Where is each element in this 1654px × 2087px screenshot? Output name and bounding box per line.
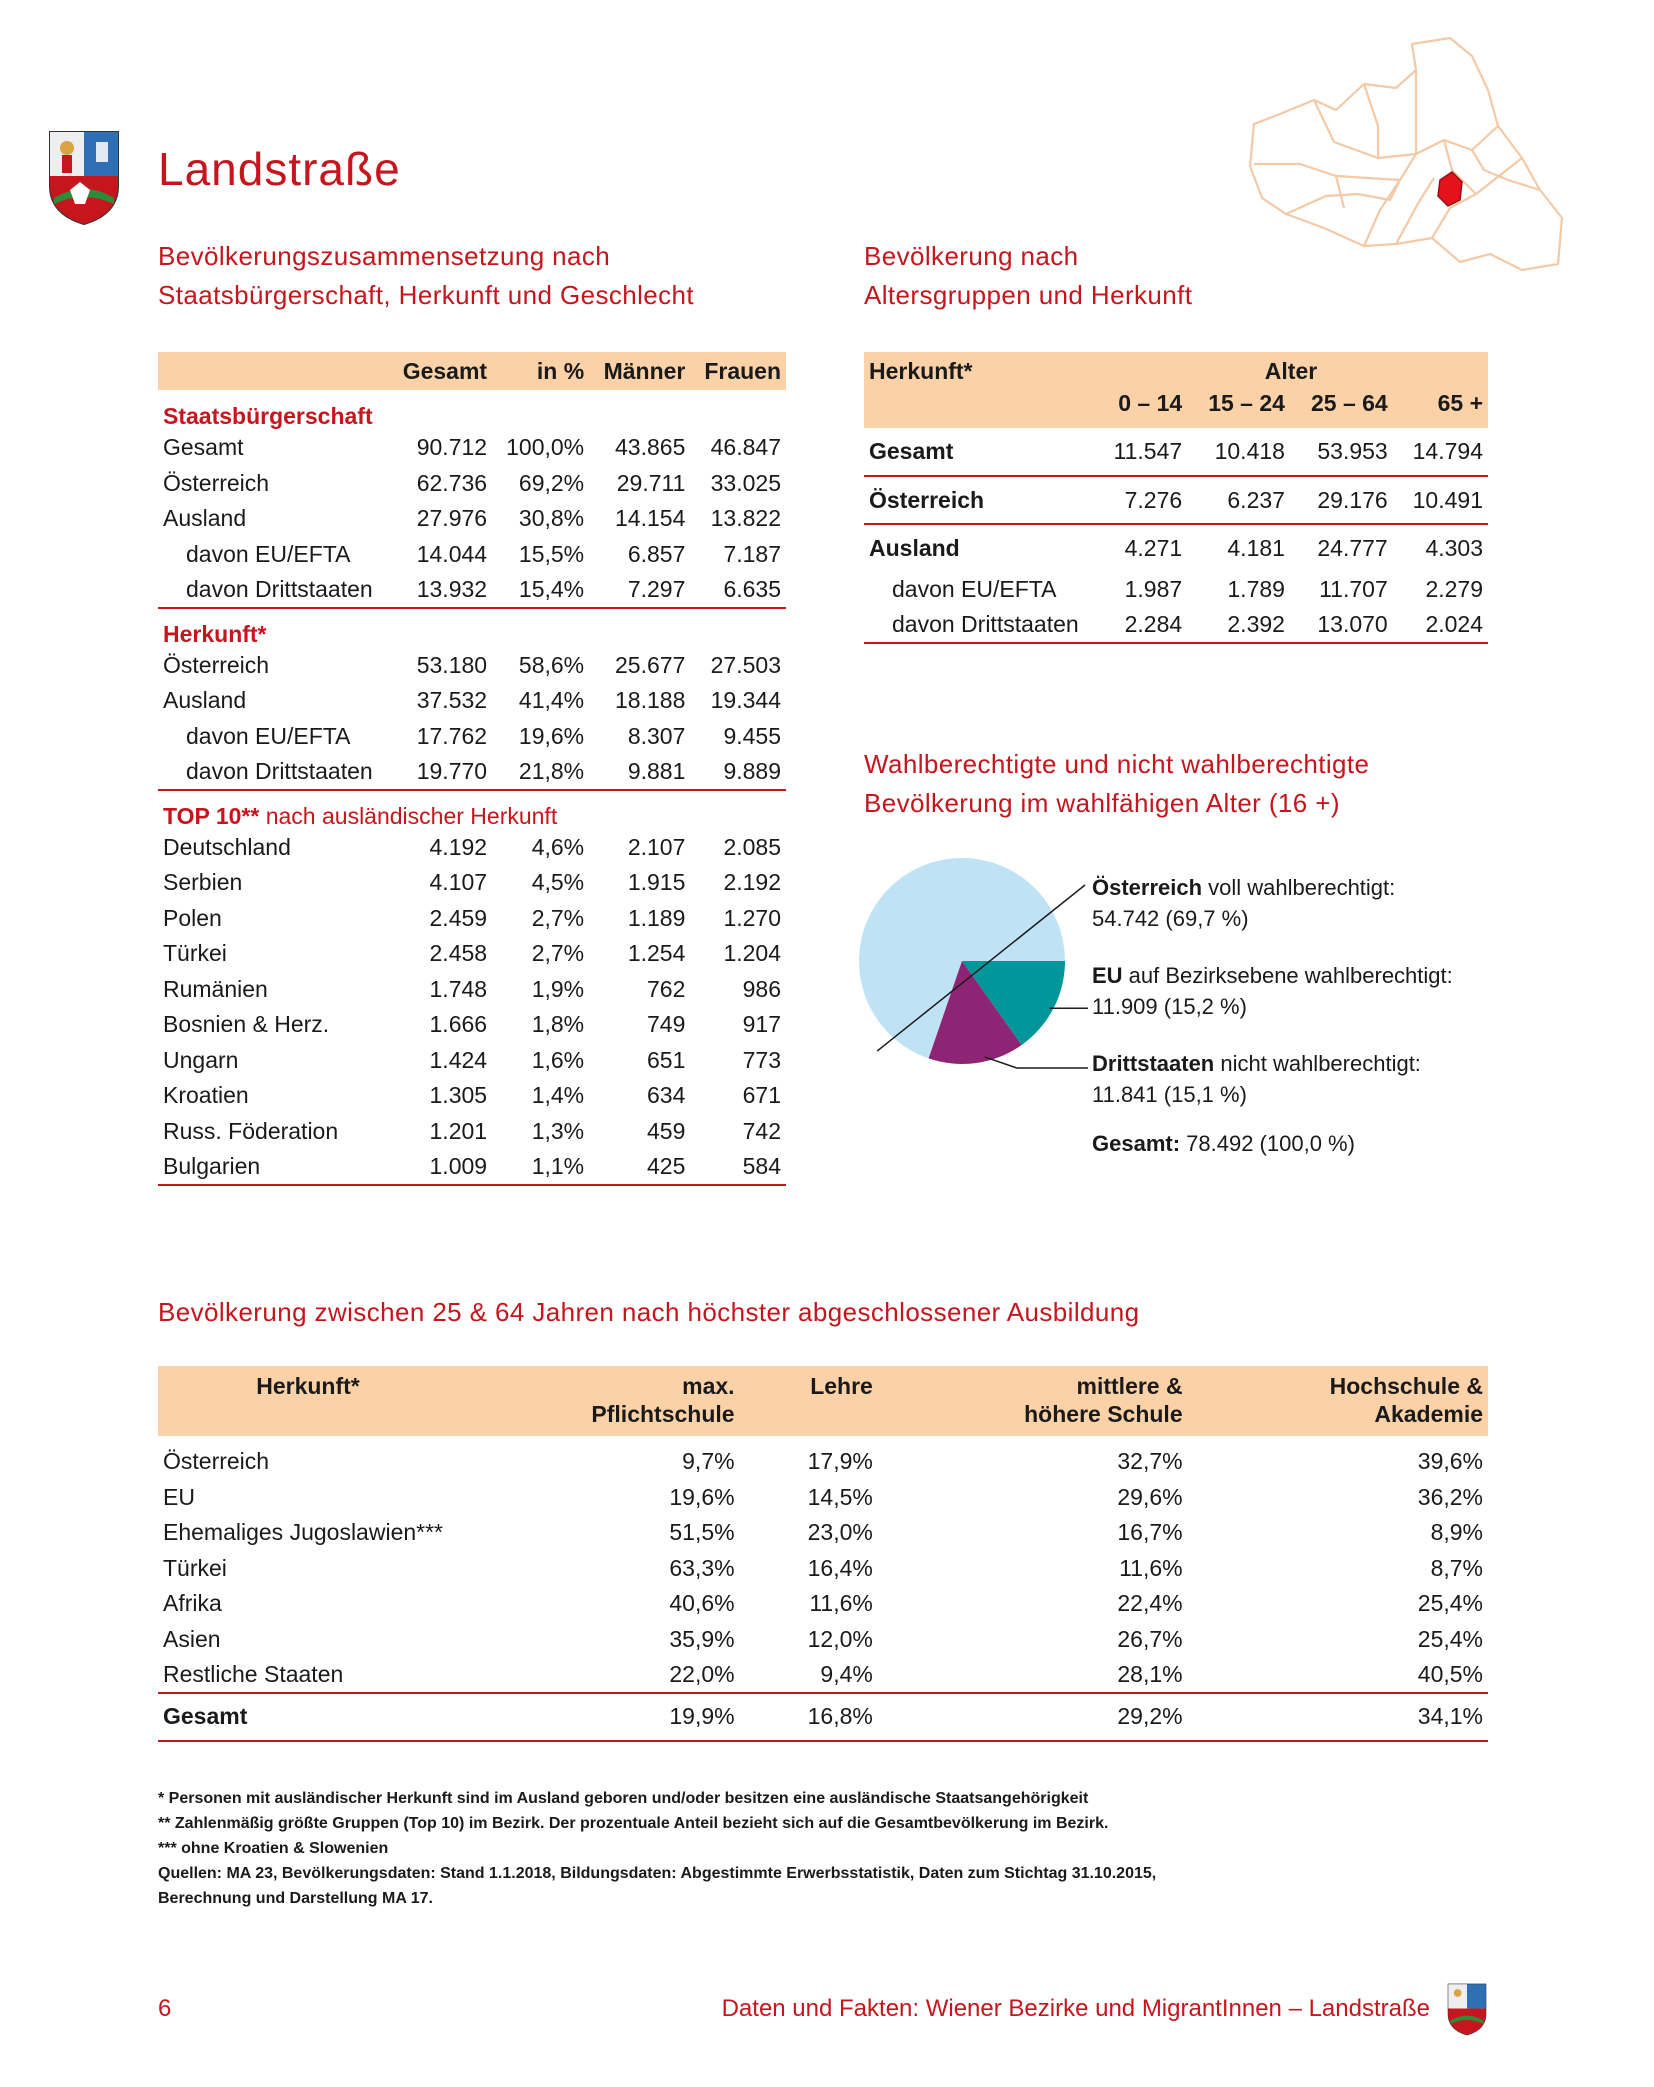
cell-value: 1.270: [723, 904, 781, 931]
cell-value: 25,4%: [1417, 1625, 1483, 1652]
cell-value: 90.712: [416, 434, 488, 461]
cell-value: 15,5%: [518, 540, 585, 567]
section-label: Staatsbürgerschaft: [163, 403, 373, 429]
header-line: mittlere &: [1076, 1373, 1183, 1399]
row-label: Asien: [163, 1625, 221, 1652]
coat-of-arms-icon: [46, 128, 122, 226]
education-table: [158, 1366, 1488, 1742]
row-label: davon EU/EFTA: [186, 722, 351, 749]
cell-value: 40,5%: [1188, 1657, 1488, 1693]
table-row: [158, 466, 786, 502]
cell-value: 53.953: [1290, 428, 1393, 476]
cell-value: 671: [742, 1082, 781, 1109]
age-group-header: 25 – 64: [1290, 390, 1393, 428]
cell-value: 29.711: [616, 469, 686, 496]
cell-value: 2.085: [723, 833, 781, 860]
table1-header-2: in %: [492, 352, 589, 390]
section-label: TOP 10**: [163, 802, 260, 829]
footnote: *** ohne Kroatien & Slowenien: [158, 1840, 389, 1857]
cell-value: 7.187: [723, 540, 781, 567]
cell-value: 1.987: [1124, 576, 1183, 603]
cell-value: 41,4%: [518, 687, 585, 714]
cell-value: 14.794: [1393, 428, 1488, 476]
cell-value: 21,8%: [492, 754, 589, 790]
cell-value: 1,3%: [531, 1117, 585, 1144]
table-row: [158, 901, 786, 937]
table-spacer: [158, 1436, 1488, 1444]
vienna-district-map: [1240, 30, 1570, 286]
cell-value: 11,6%: [809, 1590, 873, 1617]
cell-value: 425: [589, 1149, 690, 1185]
cell-value: 4.181: [1227, 535, 1285, 561]
cell-value: 6.635: [690, 572, 786, 608]
page-title: Landstraße: [158, 143, 401, 195]
footnote: * Personen mit ausländischer Herkunft sind im Ausland geboren und/oder besitzen eine ausländische Staatsangehörigkeit: [158, 1790, 1089, 1807]
education-header-4: [1188, 1366, 1488, 1436]
row-label: Ausland: [869, 535, 960, 561]
cell-value: 28,1%: [878, 1657, 1188, 1693]
cell-value: 30,8%: [518, 505, 585, 532]
cell-value: 1,4%: [531, 1082, 585, 1109]
table-row: [158, 501, 786, 537]
cell-value: 1.666: [429, 1011, 488, 1038]
legend-label: EU: [1092, 963, 1123, 988]
cell-value: 27.976: [416, 505, 488, 532]
row-label: Türkei: [163, 1554, 227, 1581]
cell-value: 22,4%: [1117, 1590, 1183, 1617]
cell-value: 1.748: [429, 975, 488, 1002]
cell-value: 29,6%: [1117, 1483, 1183, 1510]
cell-value: 1,8%: [531, 1011, 585, 1038]
origin-header: Herkunft*: [864, 352, 1094, 390]
cell-value: 16,7%: [1117, 1519, 1183, 1546]
row-label: Bosnien & Herz.: [163, 1011, 330, 1038]
cell-value: 8,9%: [1430, 1519, 1483, 1546]
cell-value: 6.857: [627, 540, 686, 567]
cell-value: 18.188: [615, 687, 686, 714]
table-row: [158, 430, 786, 466]
cell-value: 24.777: [1317, 535, 1388, 561]
row-label: Deutschland: [163, 833, 291, 860]
cell-value: 25.677: [615, 651, 686, 678]
header-line: Lehre: [810, 1373, 873, 1399]
header-line: Hochschule &: [1329, 1373, 1483, 1399]
cell-value: 749: [647, 1011, 686, 1038]
cell-value: 7.276: [1094, 476, 1187, 524]
cell-value: 1,6%: [531, 1046, 585, 1073]
header-line: Herkunft*: [256, 1373, 360, 1399]
table1-header-0: [158, 352, 388, 390]
cell-value: 4.107: [429, 869, 488, 896]
row-label: Gesamt: [864, 428, 1094, 476]
cell-value: 651: [647, 1046, 686, 1073]
cell-value: 1.789: [1227, 576, 1285, 603]
cell-value: 15,4%: [492, 572, 589, 608]
cell-value: 12,0%: [807, 1625, 873, 1652]
cell-value: 35,9%: [669, 1625, 735, 1652]
row-label: Kroatien: [163, 1082, 249, 1109]
cell-value: 634: [647, 1082, 686, 1109]
table1-header-4: Frauen: [690, 352, 786, 390]
cell-value: 1.204: [723, 940, 781, 967]
row-label: Österreich: [864, 476, 1094, 524]
table-row: [158, 1114, 786, 1150]
table1-title: Bevölkerungszusammensetzung nach Staatsbürgerschaft, Herkunft und Geschlecht: [158, 241, 695, 310]
cell-value: 19,6%: [518, 722, 585, 749]
cell-value: 7.297: [589, 572, 690, 608]
cell-value: 9.889: [690, 754, 786, 790]
cell-value: 14.154: [615, 505, 686, 532]
cell-value: 36,2%: [1417, 1483, 1483, 1510]
row-label: Afrika: [163, 1590, 222, 1617]
page-number: 6: [158, 1995, 172, 2022]
header-line: max.: [682, 1373, 735, 1399]
cell-value: 2,7%: [531, 904, 585, 931]
cell-value: 2.192: [723, 869, 781, 896]
cell-value: 8,7%: [1430, 1554, 1483, 1581]
cell-value: 14,5%: [807, 1483, 873, 1510]
cell-value: 33.025: [710, 469, 781, 496]
total-row: [158, 1693, 1488, 1741]
legend-text: voll wahlberechtigt:: [1202, 875, 1396, 900]
age-group-header: 15 – 24: [1187, 390, 1290, 428]
legend-value: 11.909 (15,2 %): [1092, 994, 1247, 1019]
row-label: Ehemaliges Jugoslawien***: [163, 1519, 443, 1546]
header-line: höhere Schule: [1024, 1401, 1183, 1427]
footnote: ** Zahlenmäßig größte Gruppen (Top 10) im Bezirk. Der prozentuale Anteil bezieht sich auf die Gesamtbevölkerung im Bezirk.: [158, 1815, 1109, 1832]
cell-value: 917: [742, 1011, 781, 1038]
table1-section-header: [158, 390, 786, 430]
cell-value: 13.822: [710, 505, 781, 532]
legend-label: Österreich: [1092, 875, 1203, 900]
cell-value: 1.424: [429, 1046, 488, 1073]
cell-value: 29,2%: [878, 1693, 1188, 1741]
row-label: EU: [163, 1483, 195, 1510]
footnotes: [158, 1786, 1488, 1911]
table-row: [158, 683, 786, 719]
cell-value: 6.237: [1187, 476, 1290, 524]
legend-item: [1092, 872, 1492, 934]
cell-value: 4,5%: [531, 869, 585, 896]
table1-section-header: [158, 790, 786, 830]
row-label: Bulgarien: [158, 1149, 388, 1185]
cell-value: 23,0%: [807, 1519, 873, 1546]
footnote: Berechnung und Darstellung MA 17.: [158, 1890, 433, 1907]
table-row: [158, 1444, 1488, 1480]
education-header-3: [878, 1366, 1188, 1436]
cell-value: 2.459: [429, 904, 488, 931]
table-row: [158, 719, 786, 755]
cell-value: 4.303: [1425, 535, 1483, 561]
table-row: [158, 1551, 1488, 1587]
legend-item: [1092, 960, 1492, 1022]
cell-value: 1.189: [627, 904, 686, 931]
table-row: [158, 537, 786, 573]
table1-section-header: [158, 608, 786, 648]
cell-value: 4,6%: [531, 833, 585, 860]
table-row: [158, 1515, 1488, 1551]
header-line: Akademie: [1374, 1401, 1483, 1427]
cell-value: 29.176: [1290, 476, 1393, 524]
row-label: Türkei: [163, 940, 227, 967]
row-label: Polen: [163, 904, 222, 931]
table1-header-1: Gesamt: [388, 352, 492, 390]
cell-value: 69,2%: [518, 469, 585, 496]
footnote: Quellen: MA 23, Bevölkerungsdaten: Stand 1.1.2018, Bildungsdaten: Abgestimmte Erwerbsstatistik, Daten zum Stichtag 31.10.2015,: [158, 1865, 1157, 1882]
cell-value: 11,6%: [1119, 1554, 1183, 1581]
cell-value: 32,7%: [1117, 1448, 1183, 1475]
cell-value: 40,6%: [669, 1590, 735, 1617]
cell-value: 762: [647, 975, 686, 1002]
table-row: [158, 1622, 1488, 1658]
table-row: [158, 1149, 786, 1185]
table-row: [864, 572, 1488, 608]
row-label: davon EU/EFTA: [892, 576, 1057, 603]
cell-value: 62.736: [416, 469, 488, 496]
header-line: Pflichtschule: [591, 1401, 735, 1427]
table-row: [864, 524, 1488, 572]
row-label: davon Drittstaaten: [158, 754, 388, 790]
cell-value: 2.392: [1187, 608, 1290, 644]
cell-value: 11.707: [1319, 576, 1388, 603]
row-label: Rumänien: [163, 975, 268, 1002]
cell-value: 1,9%: [531, 975, 585, 1002]
row-label: davon Drittstaaten: [864, 608, 1094, 644]
cell-value: 2.284: [1094, 608, 1187, 644]
table-row: [158, 1043, 786, 1079]
cell-value: 25,4%: [1417, 1590, 1483, 1617]
cell-value: 1.201: [429, 1117, 488, 1144]
cell-value: 9.455: [723, 722, 781, 749]
cell-value: 13.932: [388, 572, 492, 608]
cell-value: 8.307: [627, 722, 686, 749]
row-label: Restliche Staaten: [158, 1657, 458, 1693]
cell-value: 1.915: [627, 869, 686, 896]
cell-value: 19,9%: [458, 1693, 740, 1741]
cell-value: 16,4%: [807, 1554, 873, 1581]
cell-value: 459: [647, 1117, 686, 1144]
leader-line-third-countries: [985, 1057, 1088, 1068]
cell-value: 19.770: [388, 754, 492, 790]
cell-value: 4.271: [1124, 535, 1183, 561]
row-label: Österreich: [163, 651, 270, 678]
legend-value: 54.742 (69,7 %): [1092, 906, 1249, 931]
cell-value: 773: [742, 1046, 781, 1073]
cell-value: 2.024: [1393, 608, 1488, 644]
pie-legend: [1092, 872, 1492, 1159]
cell-value: 2.107: [627, 833, 686, 860]
cell-value: 1,1%: [492, 1149, 589, 1185]
table-row: [158, 830, 786, 866]
row-label: Österreich: [163, 1448, 270, 1475]
legend-item: [1092, 1048, 1492, 1110]
cell-value: 2.458: [429, 940, 488, 967]
table-row: [158, 1657, 1488, 1693]
table-row: [158, 1007, 786, 1043]
footer-coat-of-arms-icon: [1446, 1982, 1488, 2036]
cell-value: 986: [742, 975, 781, 1002]
table1-header-3: Männer: [589, 352, 690, 390]
cell-value: 10.491: [1393, 476, 1488, 524]
citizenship-table: [158, 352, 786, 1186]
row-label: Gesamt: [163, 434, 244, 461]
cell-value: 51,5%: [669, 1519, 735, 1546]
age-group-table: [864, 352, 1488, 644]
age-header-spacer: [864, 390, 1094, 428]
table-row: [158, 1480, 1488, 1516]
cell-value: 26,7%: [1117, 1625, 1183, 1652]
age-header: Alter: [1094, 352, 1488, 390]
cell-value: 27.503: [710, 651, 781, 678]
legend-label: Drittstaaten: [1092, 1051, 1215, 1076]
cell-value: 9.881: [589, 754, 690, 790]
table-row: [158, 936, 786, 972]
footer-text: Daten und Fakten: Wiener Bezirke und MigrantInnen – Landstraße: [721, 1995, 1430, 2022]
cell-value: 4.192: [429, 833, 488, 860]
pie-total: Gesamt: 78.492 (100,0 %): [1092, 1131, 1355, 1156]
age-group-header: 0 – 14: [1094, 390, 1187, 428]
table-row: [864, 608, 1488, 644]
cell-value: 742: [742, 1117, 781, 1144]
education-header-1: [458, 1366, 740, 1436]
table-row: [158, 572, 786, 608]
row-label: Österreich: [163, 469, 270, 496]
cell-value: 9,7%: [682, 1448, 735, 1475]
age-group-header: 65 +: [1393, 390, 1488, 428]
legend-text: auf Bezirksebene wahlberechtigt:: [1122, 963, 1453, 988]
row-label: Ausland: [163, 505, 247, 532]
pie-title: Wahlberechtigte und nicht wahlberechtigte Bevölkerung im wahlfähigen Alter (16 +): [864, 749, 1370, 818]
cell-value: 58,6%: [518, 651, 585, 678]
cell-value: 13.070: [1290, 608, 1393, 644]
cell-value: 17,9%: [807, 1448, 873, 1475]
cell-value: 10.418: [1187, 428, 1290, 476]
table-row: [864, 476, 1488, 524]
table-row: [158, 972, 786, 1008]
table2-title: Bevölkerung nach Altersgruppen und Herkunft: [864, 241, 1193, 310]
cell-value: 1.009: [388, 1149, 492, 1185]
cell-value: 46.847: [710, 434, 781, 461]
cell-value: 19,6%: [669, 1483, 735, 1510]
legend-value: 11.841 (15,1 %): [1092, 1082, 1247, 1107]
cell-value: 100,0%: [506, 434, 585, 461]
cell-value: 53.180: [416, 651, 488, 678]
row-label: davon Drittstaaten: [158, 572, 388, 608]
row-label: Russ. Föderation: [163, 1117, 339, 1144]
row-label: Serbien: [163, 869, 243, 896]
education-table-title: Bevölkerung zwischen 25 & 64 Jahren nach höchster abgeschlossener Ausbildung: [158, 1297, 1140, 1327]
cell-value: 16,8%: [740, 1693, 878, 1741]
cell-value: 17.762: [416, 722, 488, 749]
row-label: Gesamt: [158, 1693, 458, 1741]
cell-value: 43.865: [615, 434, 686, 461]
cell-value: 22,0%: [458, 1657, 740, 1693]
cell-value: 37.532: [416, 687, 488, 714]
cell-value: 19.344: [710, 687, 781, 714]
cell-value: 63,3%: [669, 1554, 735, 1581]
table-row: [158, 865, 786, 901]
section-label: Herkunft*: [163, 620, 267, 647]
legend-text: nicht wahlberechtigt:: [1214, 1051, 1421, 1076]
table-row: [158, 754, 786, 790]
cell-value: 34,1%: [1188, 1693, 1488, 1741]
row-label: Ungarn: [163, 1046, 239, 1073]
education-header-2: [740, 1366, 878, 1436]
cell-value: 11.547: [1094, 428, 1187, 476]
cell-value: 14.044: [416, 540, 488, 567]
section-label-suffix: nach ausländischer Herkunft: [259, 802, 558, 829]
table-row: [864, 428, 1488, 476]
table-row: [158, 1078, 786, 1114]
cell-value: 2,7%: [531, 940, 585, 967]
cell-value: 39,6%: [1417, 1448, 1483, 1475]
cell-value: 1.305: [429, 1082, 488, 1109]
row-label: Ausland: [163, 687, 247, 714]
education-header-0: [158, 1366, 458, 1436]
cell-value: 584: [690, 1149, 786, 1185]
cell-value: 2.279: [1425, 576, 1483, 603]
table-row: [158, 1586, 1488, 1622]
table-row: [158, 648, 786, 684]
cell-value: 1.254: [627, 940, 686, 967]
row-label: davon EU/EFTA: [186, 540, 351, 567]
cell-value: 9,4%: [740, 1657, 878, 1693]
